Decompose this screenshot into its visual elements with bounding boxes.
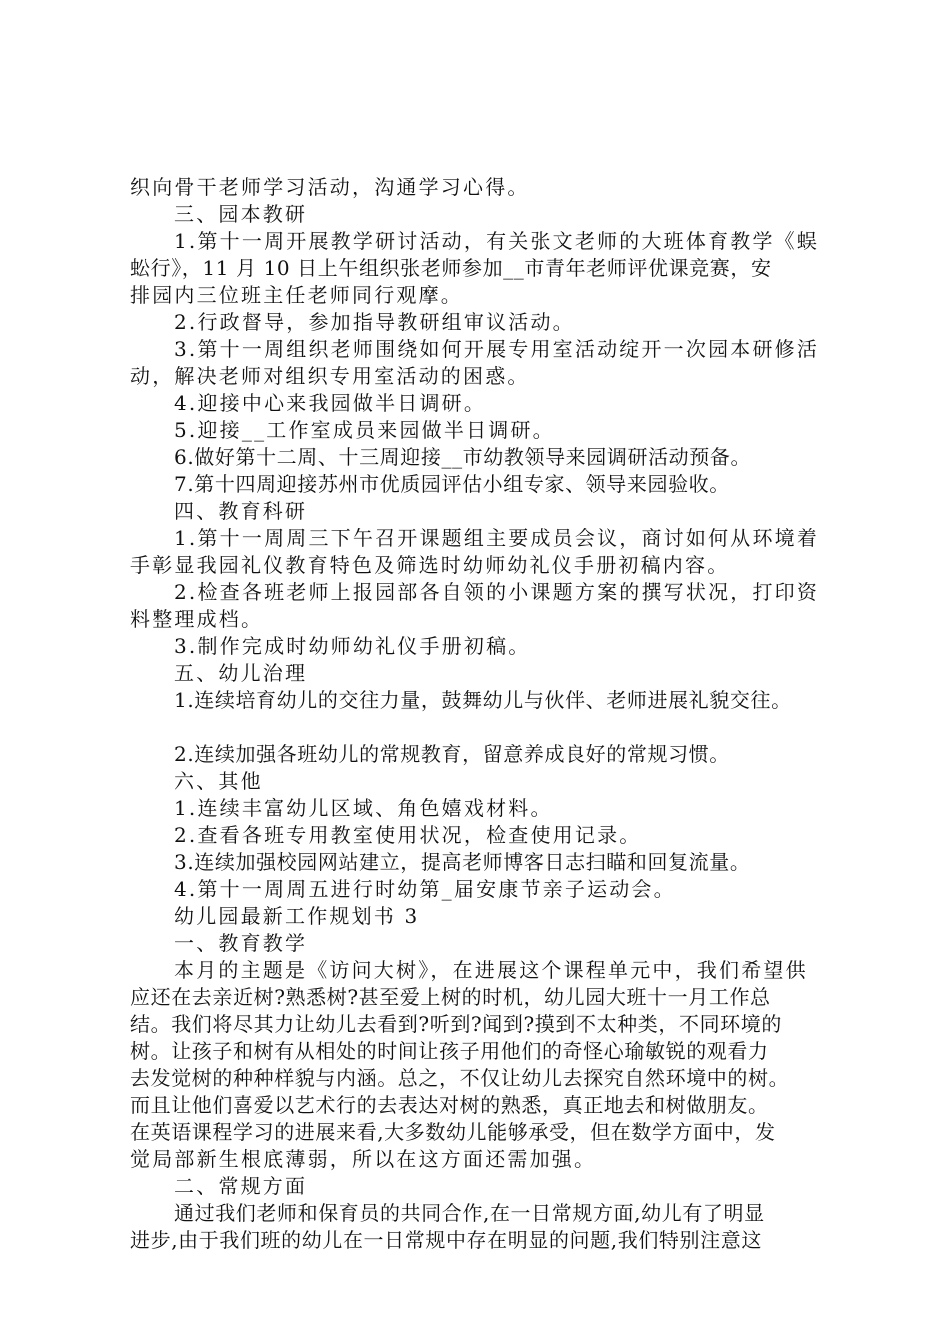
text-line: 蚣行》，11 月 10 日上午组织张老师参加__市青年老师评优课竞赛，安	[130, 256, 772, 280]
text-line: 2.行政督导，参加指导教研组审议活动。	[174, 310, 575, 334]
text-line: 2.检查各班老师上报园部各自领的小课题方案的撰写状况，打印资	[174, 580, 820, 604]
text-line: 树。让孩子和树有从相处的时间让孩子用他们的奇怪心瑜敏锐的观看力	[130, 1039, 769, 1063]
document-body	[130, 174, 850, 1254]
text-line: 本月的主题是《访问大树》，在进展这个课程单元中，我们希望供	[174, 958, 808, 982]
text-line: 2.查看各班专用教室使用状况，检查使用记录。	[174, 823, 642, 847]
text-line: 料整理成档。	[130, 607, 264, 631]
blank-line	[130, 714, 850, 741]
text-line: 1.第十一周开展教学研讨活动，有关张文老师的大班体育教学《蜈	[174, 229, 820, 253]
text-line: 而且让他们喜爱以艺术行的去表达对树的熟悉，真正地去和树做朋友。	[130, 1093, 769, 1117]
section-heading: 三、园本教研	[174, 202, 308, 226]
text-line: 1.连续培育幼儿的交往力量，鼓舞幼儿与伙伴、老师进展礼貌交往。	[174, 688, 792, 712]
text-line: 3.制作完成时幼师幼礼仪手册初稿。	[174, 634, 531, 658]
text-line: 通过我们老师和保育员的共同合作,在一日常规方面,幼儿有了明显	[174, 1201, 765, 1225]
text-line: 7.第十四周迎接苏州市优质园评估小组专家、领导来园验收。	[174, 472, 730, 496]
text-line: 排园内三位班主任老师同行观摩。	[130, 283, 463, 307]
text-line: 动，解决老师对组织专用室活动的困惑。	[130, 364, 530, 388]
text-line: 4.第十一周周五进行时幼第_届安康节亲子运动会。	[174, 877, 676, 901]
text-line: 手彰显我园礼仪教育特色及筛选时幼师幼礼仪手册初稿内容。	[130, 553, 730, 577]
text-line: 3.第十一周组织老师围绕如何开展专用室活动绽开一次园本研修活	[174, 337, 820, 361]
text-line: 去发觉树的种种样貌与内涵。总之，不仅让幼儿去探究自然环境中的树。	[130, 1066, 790, 1090]
text-line: 织向骨干老师学习活动，沟通学习心得。	[130, 175, 530, 199]
section-heading: 五、幼儿治理	[174, 661, 308, 685]
text-line: 在英语课程学习的进展来看,大多数幼儿能够承受，但在数学方面中，发	[130, 1120, 776, 1144]
text-line: 结。我们将尽其力让幼儿去看到?听到?闻到?摸到不太种类，不同环境的	[130, 1012, 782, 1036]
section-heading: 四、教育科研	[174, 499, 308, 523]
text-line: 2.连续加强各班幼儿的常规教育，留意养成良好的常规习惯。	[174, 742, 730, 766]
text-line: 6.做好第十二周、十三周迎接__市幼教领导来园调研活动预备。	[174, 445, 752, 469]
section-heading: 二、常规方面	[174, 1174, 308, 1198]
text-line: 1.第十一周周三下午召开课题组主要成员会议，商讨如何从环境着	[174, 526, 820, 550]
text-line: 4.迎接中心来我园做半日调研。	[174, 391, 487, 415]
text-line: 觉局部新生根底薄弱，所以在这方面还需加强。	[130, 1147, 597, 1171]
text-line: 进步,由于我们班的幼儿在一日常规中存在明显的问题,我们特别注意这	[130, 1228, 762, 1252]
text-line: 5.迎接__工作室成员来园做半日调研。	[174, 418, 555, 442]
section-heading: 一、教育教学	[174, 931, 308, 955]
text-line: 应还在去亲近树?熟悉树?甚至爱上树的时机，幼儿园大班十一月工作总	[130, 985, 771, 1009]
text-line: 1.连续丰富幼儿区域、角色嬉戏材料。	[174, 796, 553, 820]
document-subtitle: 幼儿园最新工作规划书 3	[174, 904, 420, 928]
text-line: 3.连续加强校园网站建立，提高老师博客日志扫瞄和回复流量。	[174, 850, 751, 874]
section-heading: 六、其他	[174, 769, 263, 793]
